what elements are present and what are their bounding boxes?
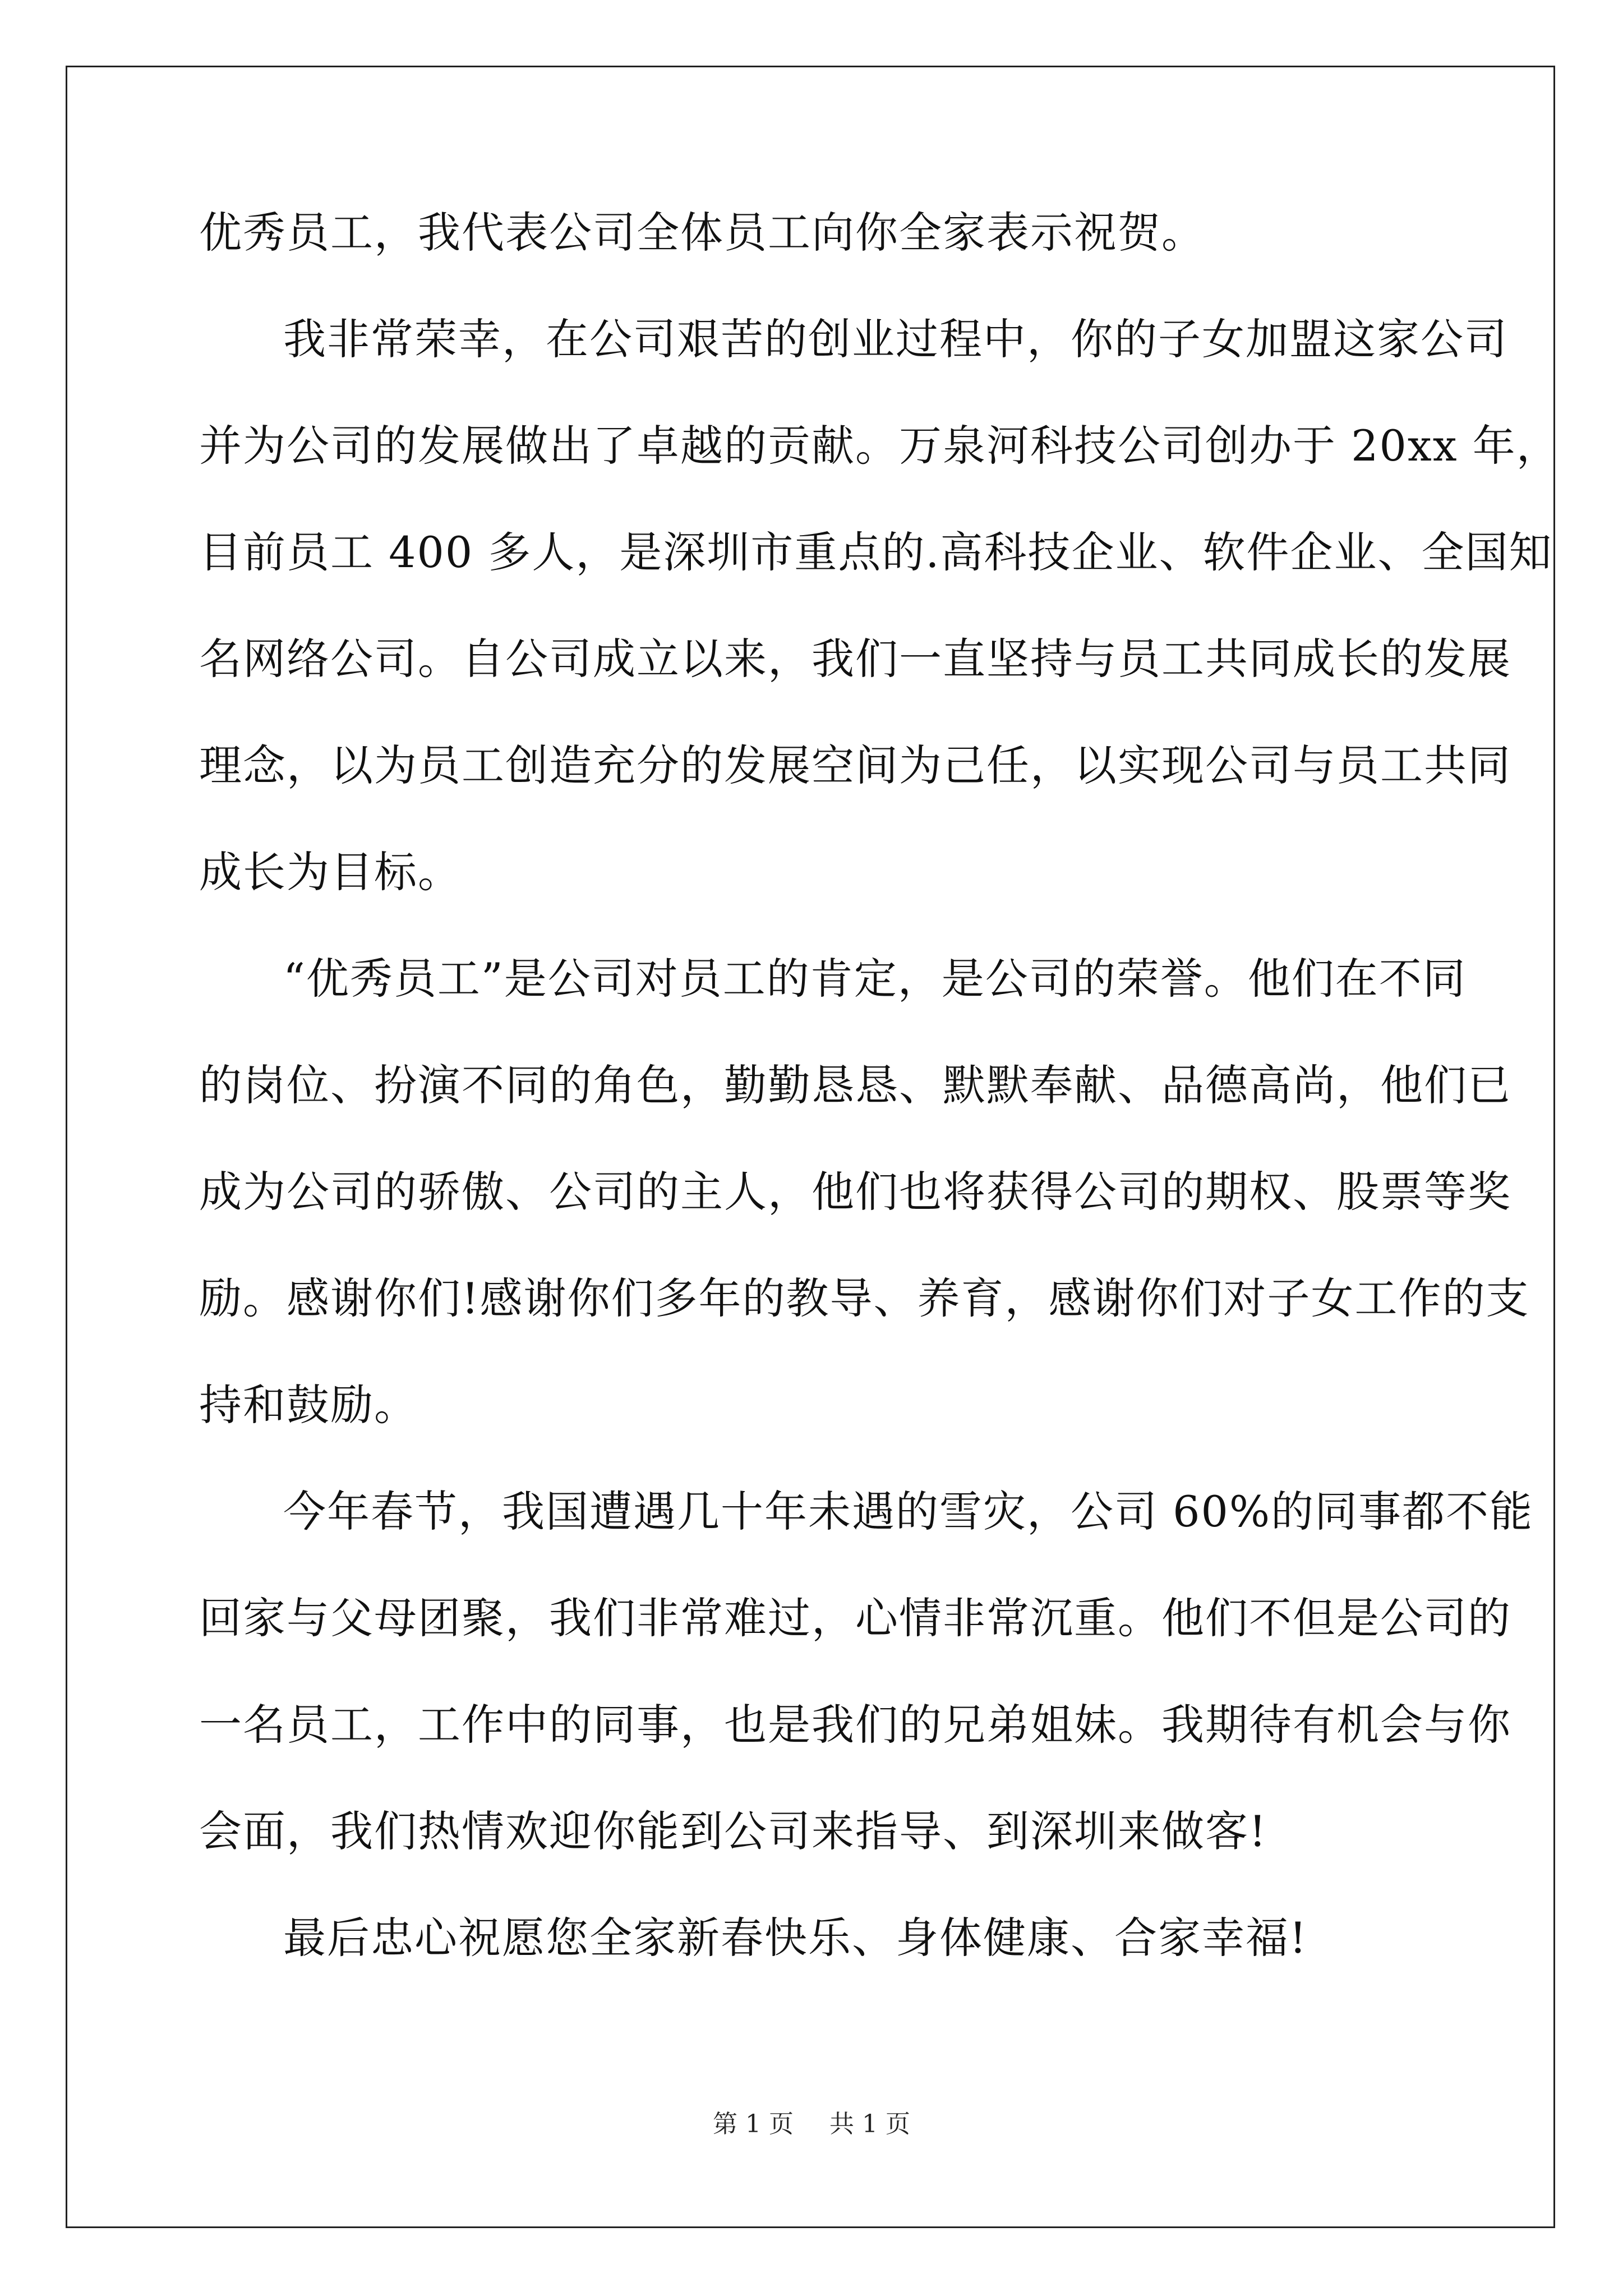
text-line: 会面，我们热情欢迎你能到公司来指导、到深圳来做客! [199, 1806, 1267, 1856]
text-line: 回家与父母团聚，我们非常难过，心情非常沉重。他们不但是公司的 [199, 1593, 1511, 1643]
text-line: 最后忠心祝愿您全家新春快乐、身体健康、合家幸福! [283, 1913, 1308, 1963]
text-line: 优秀员工，我代表公司全体员工向你全家表示祝贺。 [199, 208, 1205, 257]
document-body [199, 199, 1560, 2011]
text-line: 成为公司的骄傲、公司的主人，他们也将获得公司的期权、股票等奖 [199, 1167, 1511, 1217]
text-line: 的岗位、扮演不同的角色，勤勤恳恳、默默奉献、品德高尚，他们已 [199, 1060, 1511, 1110]
text-line: 成长为目标。 [199, 847, 462, 897]
page-footer [0, 2108, 1623, 2141]
text-line: 理念，以为员工创造充分的发展空间为己任，以实现公司与员工共同 [199, 740, 1511, 790]
page-number-current: 第 1 页 [713, 2110, 794, 2138]
text-line: 并为公司的发展做出了卓越的贡献。万泉河科技公司创办于 20xx 年， [199, 421, 1560, 471]
text-line: 励。感谢你们!感谢你们多年的教导、养育，感谢你们对子女工作的支 [199, 1273, 1530, 1323]
text-line: “优秀员工”是公司对员工的肯定，是公司的荣誉。他们在不同 [283, 954, 1467, 1004]
text-line: 持和鼓励。 [199, 1380, 418, 1430]
text-line: 今年春节，我国遭遇几十年未遇的雪灾，公司 60%的同事都不能 [283, 1487, 1534, 1536]
text-line: 目前员工 400 多人，是深圳市重点的.高科技企业、软件企业、全国知 [199, 527, 1553, 577]
text-line: 名网络公司。自公司成立以来，我们一直坚持与员工共同成长的发展 [199, 634, 1511, 684]
page-number-total: 共 1 页 [829, 2110, 910, 2138]
text-line: 一名员工，工作中的同事，也是我们的兄弟姐妹。我期待有机会与你 [199, 1700, 1511, 1750]
text-line: 我非常荣幸，在公司艰苦的创业过程中，你的子女加盟这家公司 [283, 314, 1508, 364]
